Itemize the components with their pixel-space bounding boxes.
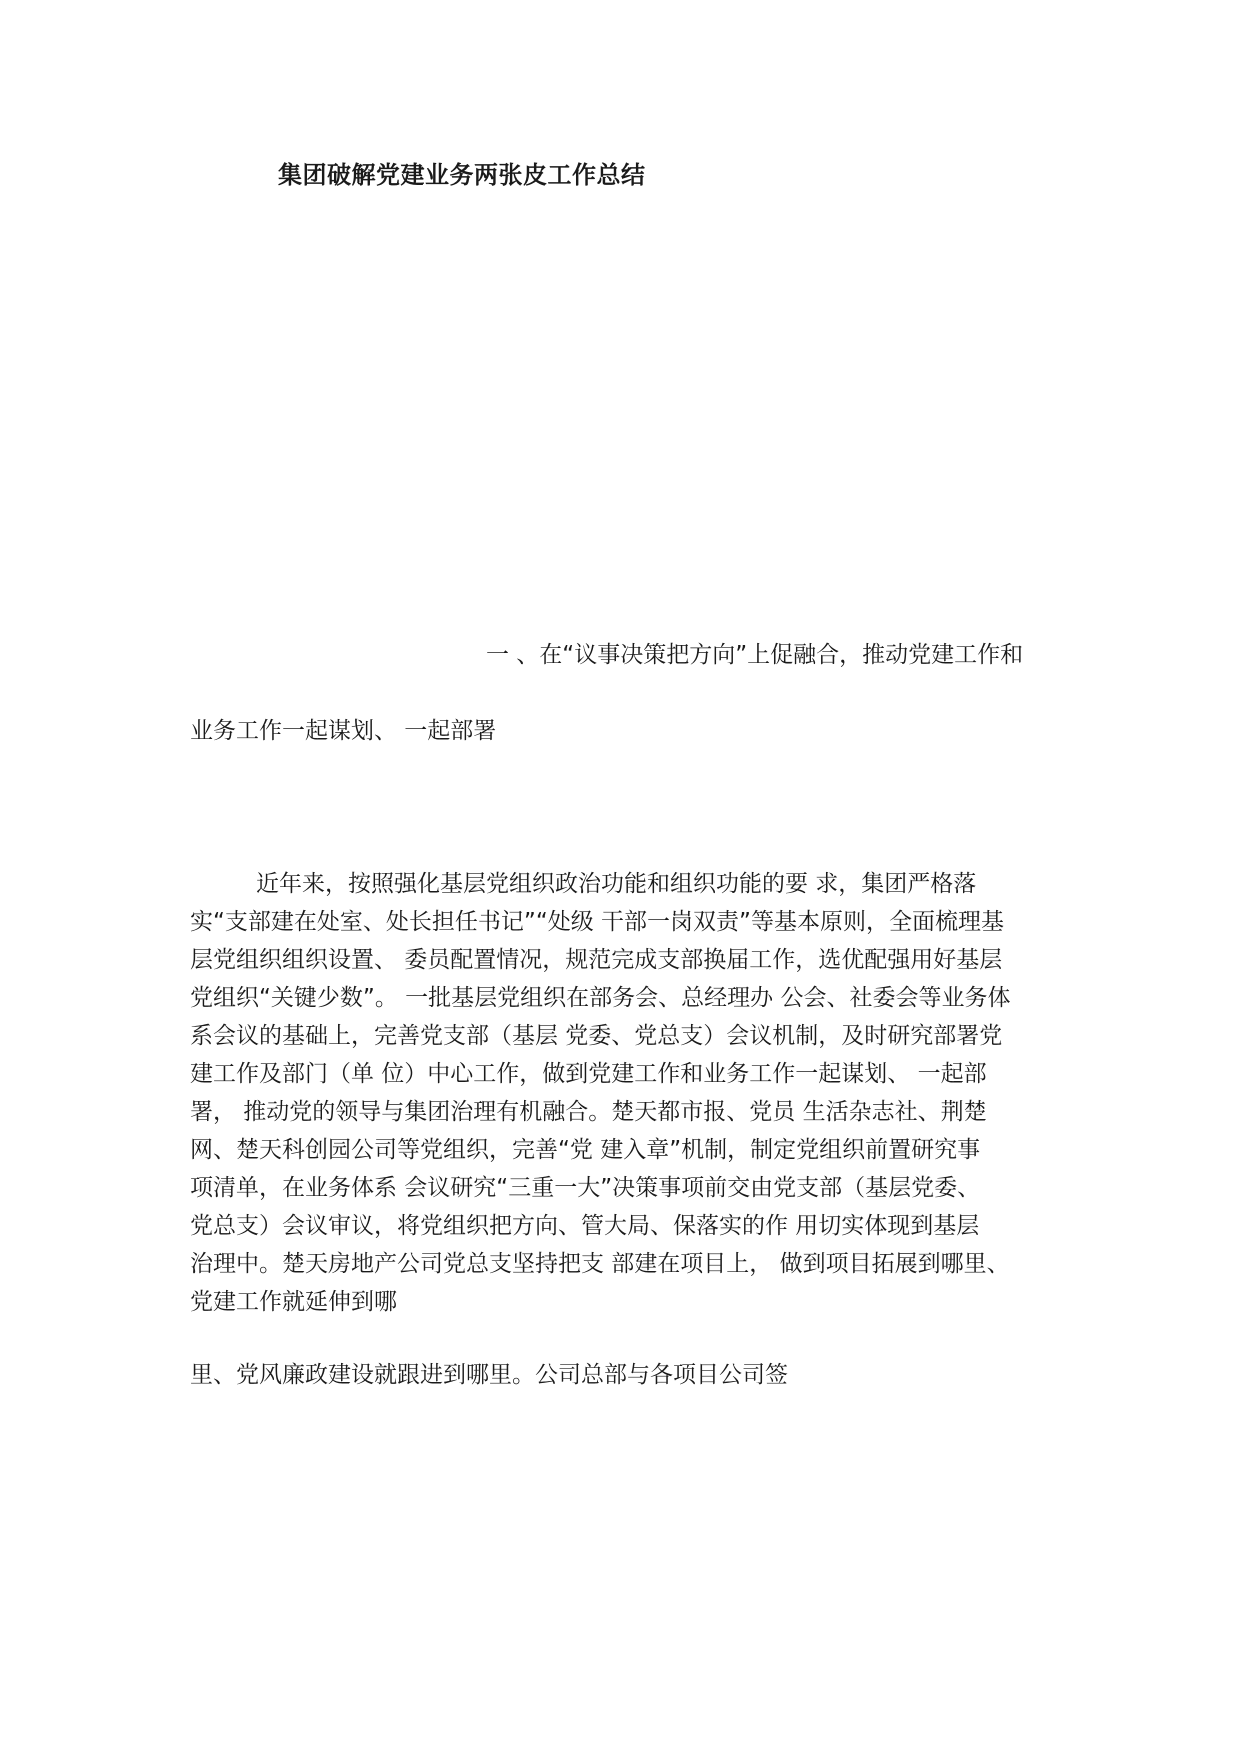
paragraph-line: 党建工作就延伸到哪 <box>190 1289 397 1315</box>
paragraph-line: 党总支）会议审议，将党组织把方向、管大局、保落实的作 用切实体现到基层 <box>190 1213 980 1239</box>
section-heading-line-2: 业务工作一起谋划、 一起部署 <box>190 718 497 744</box>
document-title: 集团破解党建业务两张皮工作总结 <box>278 161 646 189</box>
paragraph-line: 近年来，按照强化基层党组织政治功能和组织功能的要 求，集团严格落 <box>256 871 977 897</box>
paragraph-line: 项清单，在业务体系 会议研究“三重一大”决策事项前交由党支部（基层党委、 <box>190 1175 981 1201</box>
paragraph-line: 系会议的基础上，完善党支部（基层 党委、党总支）会议机制，及时研究部署党 <box>190 1023 1003 1049</box>
paragraph-line: 层党组织组织设置、 委员配置情况，规范完成支部换届工作，选优配强用好基层 <box>190 947 1003 973</box>
paragraph-line: 实“支部建在处室、处长担任书记”“处级 干部一岗双责”等基本原则，全面梳理基 <box>190 909 1004 935</box>
paragraph-line: 建工作及部门（单 位）中心工作，做到党建工作和业务工作一起谋划、 一起部 <box>190 1061 987 1087</box>
body-paragraph <box>190 865 1010 1321</box>
section-heading-line-1: 一 、在“议事决策把方向”上促融合，推动党建工作和 <box>486 642 1024 668</box>
paragraph-line: 署， 推动党的领导与集团治理有机融合。楚天都市报、党员 生活杂志社、荆楚 <box>190 1099 987 1125</box>
paragraph-line: 党组织“关键少数”。 一批基层党组织在部务会、总经理办 公会、社委会等业务体 <box>190 985 1011 1011</box>
paragraph-continuation-line: 里、党风廉政建设就跟进到哪里。公司总部与各项目公司签 <box>190 1362 788 1388</box>
paragraph-line: 网、楚天科创园公司等党组织，完善“党 建入章”机制，制定党组织前置研究事 <box>190 1137 981 1163</box>
paragraph-line: 治理中。楚天房地产公司党总支坚持把支 部建在项目上， 做到项目拓展到哪里、 <box>190 1251 1010 1277</box>
